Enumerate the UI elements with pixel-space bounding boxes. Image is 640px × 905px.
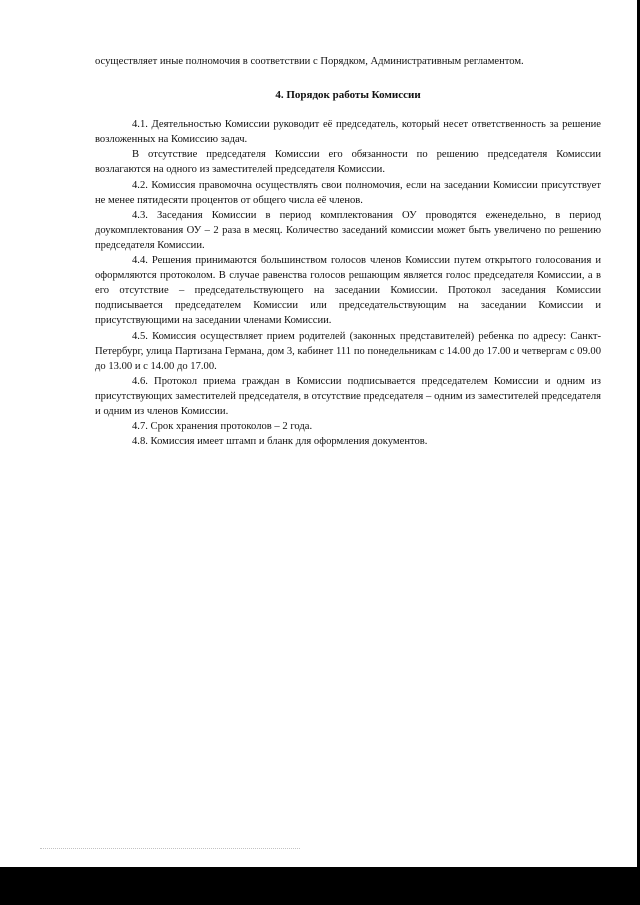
paragraph-4-7: 4.7. Срок хранения протоколов – 2 года.	[132, 421, 313, 433]
paragraph-4-4: 4.4. Решения принимаются большинством голосов членов Комиссии путем открытого голосования и оформляются протоколом. В случае равенства голосов решающим является голос председателя Комиссии, а в его отсутствие – председательствующего на заседании Комиссии. Протокол заседания Комиссии подписывается председателем Комиссии или председательствующим на заседании Комиссии и присутствующими на заседании членами Комиссии.	[95, 255, 601, 327]
intro-paragraph: осуществляет иные полномочия в соответствии с Порядком, Административным регламентом.	[95, 56, 524, 67]
paragraph-4-1-substitute: В отсутствие председателя Комиссии его обязанности по решению председателя Комиссии возлагаются на одного из заместителей председателя Комиссии.	[95, 149, 601, 176]
paragraph-4-6: 4.6. Протокол приема граждан в Комиссии подписывается председателем Комиссии и одним из присутствующих заместителей председателя, в отсутствие председателя – одним из заместителей председателя и одним из членов Комиссии.	[95, 375, 601, 417]
paragraph-4-8: 4.8. Комиссия имеет штамп и бланк для оформления документов.	[132, 436, 428, 448]
paragraph-4-2: 4.2. Комиссия правомочна осуществлять свои полномочия, если на заседании Комиссии присутствует не менее пятидесяти процентов от общего числа её членов.	[95, 179, 601, 206]
document-body	[95, 54, 601, 449]
scan-edge-bottom	[0, 867, 640, 905]
scan-artifact	[40, 848, 300, 861]
section-heading: 4. Порядок работы Комиссии	[275, 89, 421, 102]
paragraph-4-3: 4.3. Заседания Комиссии в период комплектования ОУ проводятся еженедельно, в период доукомплектования ОУ – 2 раза в месяц. Количество заседаний комиссии может быть увеличено по решению председателя Комиссии.	[95, 209, 601, 251]
paragraph-4-1: 4.1. Деятельностью Комиссии руководит её председатель, который несет ответственность за решение возложенных на Комиссию задач.	[95, 119, 601, 146]
paragraph-4-5: 4.5. Комиссия осуществляет прием родителей (законных представителей) ребенка по адресу: Санкт-Петербург, улица Партизана Германа, дом 3, кабинет 111 по понедельникам с 14.00 до 17.00 и четвергам с 09.00 до 13.00 и с 14.00 до 17.00.	[95, 330, 601, 372]
